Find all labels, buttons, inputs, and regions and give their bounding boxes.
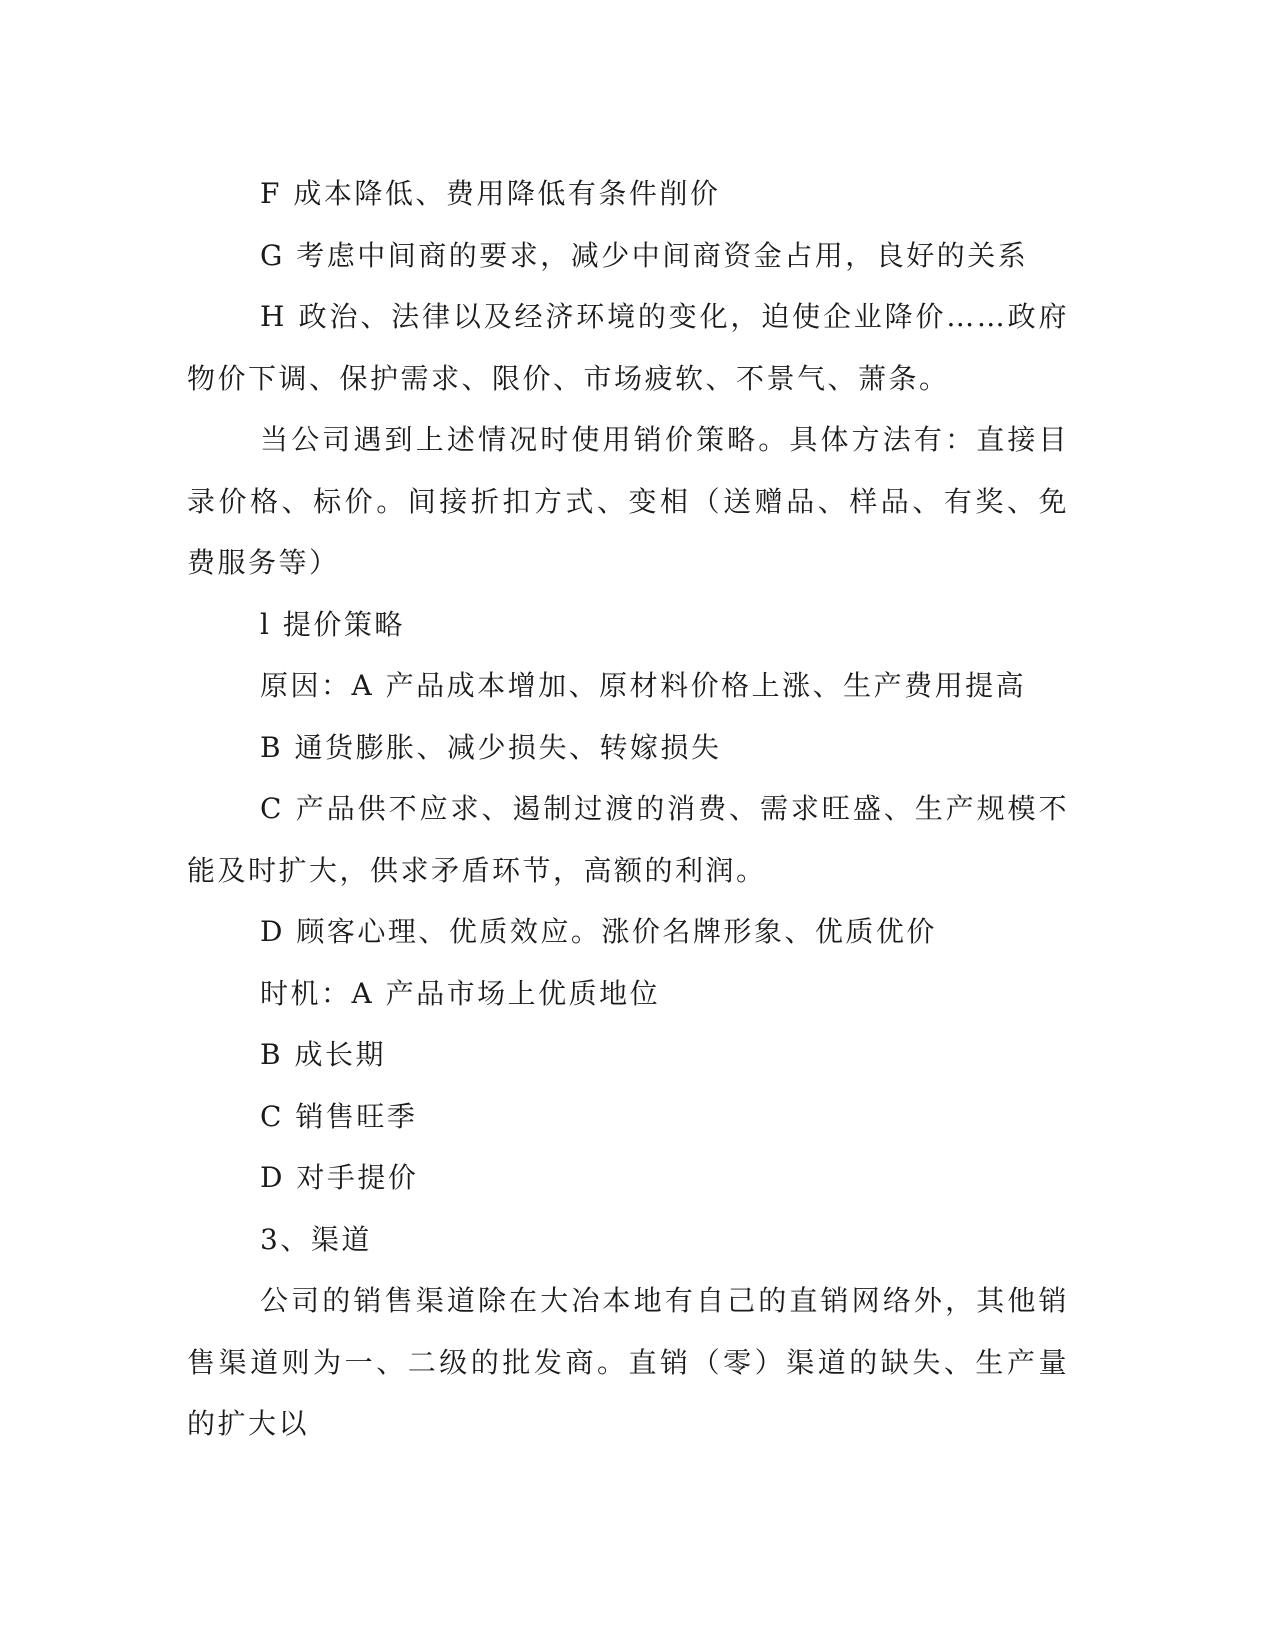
- paragraph-price-cut-h: H 政治、法律以及经济环境的变化，迫使企业降价……政府物价下调、保护需求、限价、市场疲软、不景气、萧条。: [187, 300, 1069, 395]
- paragraph-timing-a: 时机：A 产品市场上优质地位: [260, 976, 661, 1010]
- paragraph-reason-a: 原因：A 产品成本增加、原材料价格上涨、生产费用提高: [260, 669, 1027, 702]
- paragraph-price-cut-methods: 当公司遇到上述情况时使用销价策略。具体方法有：直接目录价格、标价。间接折扣方式、变相（送赠品、样品、有奖、免费服务等）: [187, 423, 1069, 579]
- paragraph-channels-body: 公司的销售渠道除在大冶本地有自己的直销网络外，其他销售渠道则为一、二级的批发商。直销（零）渠道的缺失、生产量的扩大以: [187, 1284, 1069, 1440]
- paragraph-timing-c: C 销售旺季: [260, 1099, 418, 1133]
- heading-channels: 3、渠道: [260, 1222, 372, 1256]
- document-body: [187, 163, 1069, 1455]
- paragraph-reason-b: B 通货膨胀、减少损失、转嫁损失: [260, 730, 722, 764]
- paragraph-price-cut-f: F 成本降低、费用降低有条件削价: [260, 177, 721, 210]
- paragraph-reason-c: C 产品供不应求、遏制过渡的消费、需求旺盛、生产规模不能及时扩大，供求矛盾环节，高额的利润。: [187, 792, 1069, 887]
- paragraph-timing-b: B 成长期: [260, 1038, 386, 1071]
- paragraph-reason-d: D 顾客心理、优质效应。涨价名牌形象、优质优价: [260, 915, 937, 948]
- paragraph-price-cut-g: G 考虑中间商的要求，减少中间商资金占用，良好的关系: [260, 238, 1029, 272]
- paragraph-timing-d: D 对手提价: [260, 1161, 419, 1194]
- heading-price-raise-strategy: l 提价策略: [260, 607, 405, 641]
